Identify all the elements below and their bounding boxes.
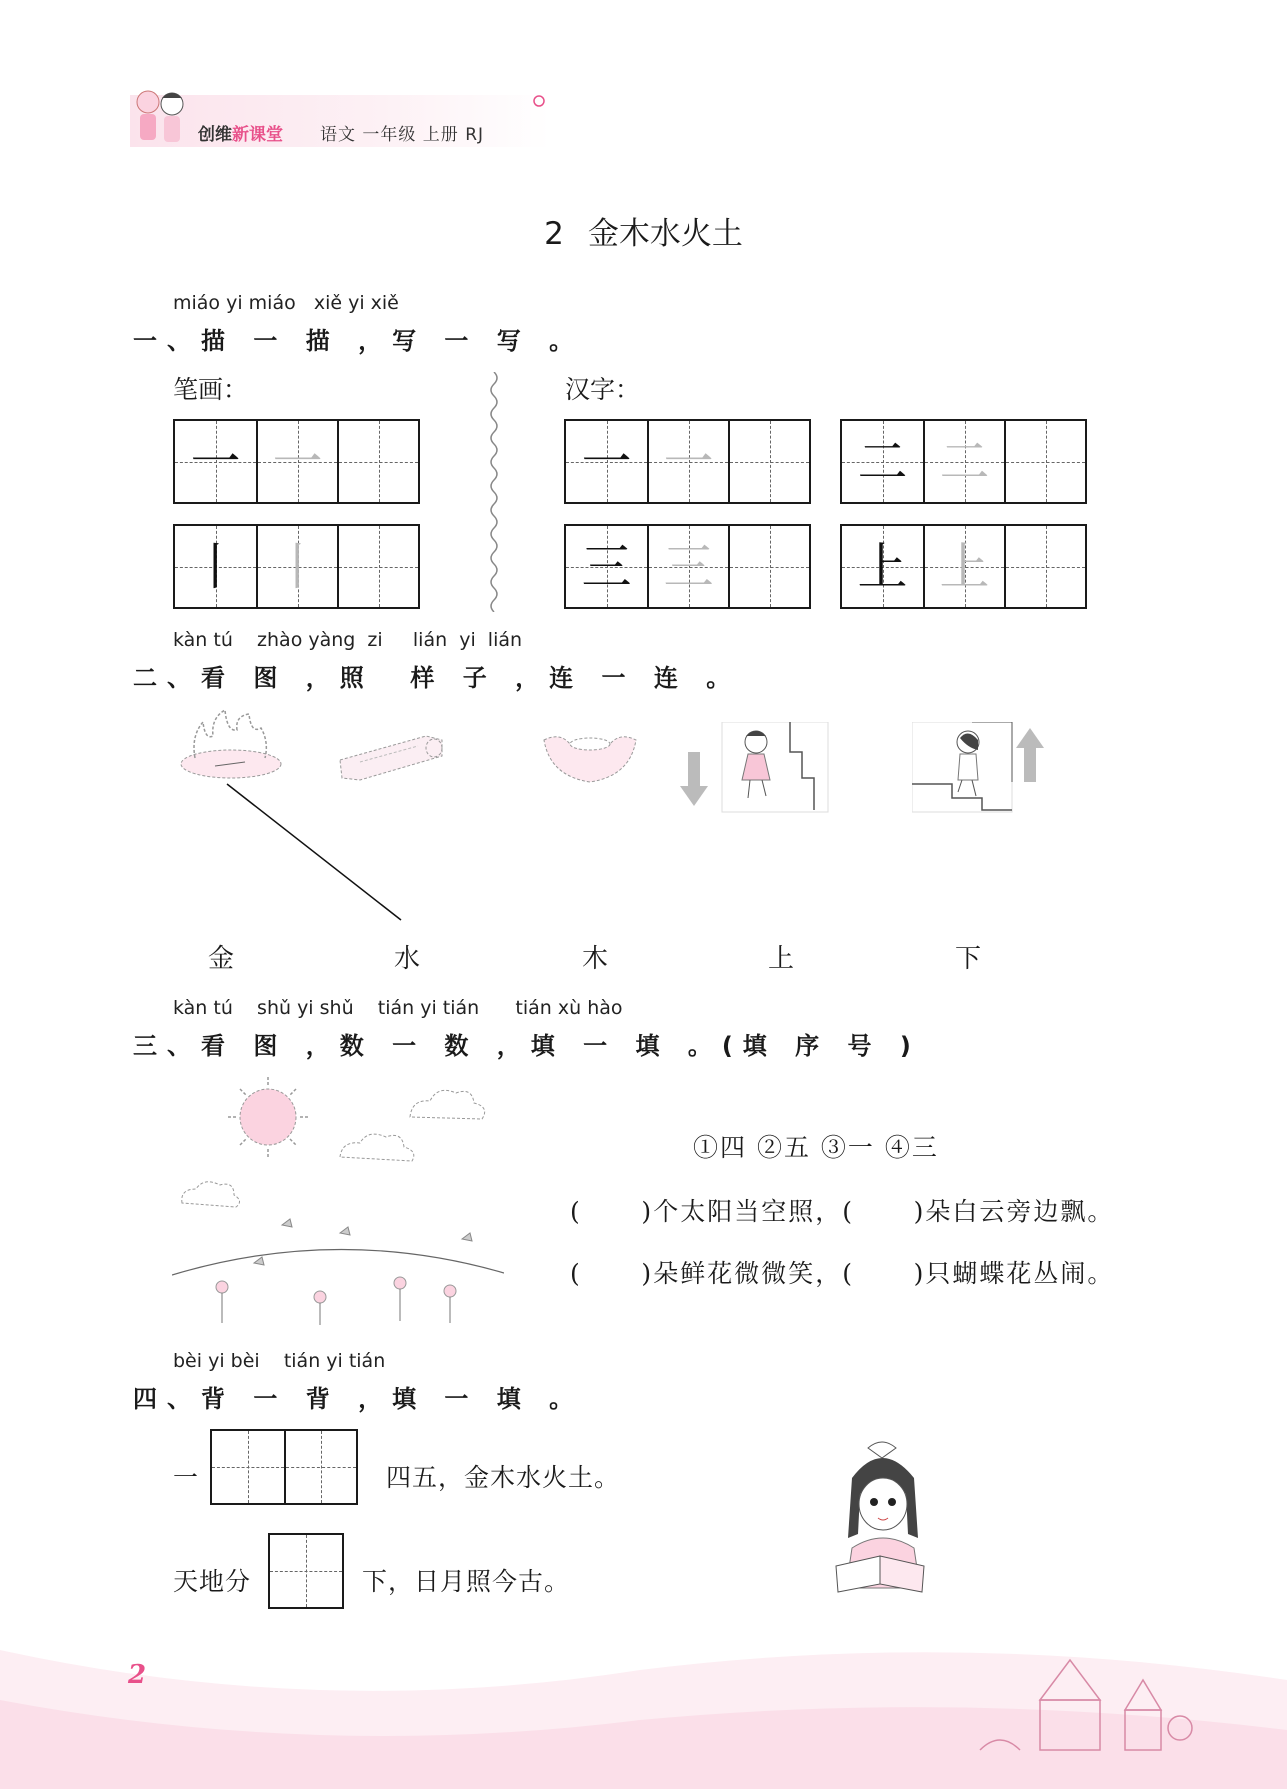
gold-ingot-icon[interactable] (540, 726, 640, 786)
model-char: 三 (581, 537, 632, 596)
answer-char[interactable]: 金 (208, 944, 235, 974)
example-connection-line (225, 782, 405, 922)
grid-cell-empty[interactable] (728, 526, 809, 607)
grid-cell[interactable] (175, 421, 256, 502)
q3-title: 三、看 图 ，数 一 数 ，填 一 填 。(填 序 号 ) (133, 1032, 921, 1060)
book-subtitle: 语文 一年级 上册 RJ (320, 125, 485, 145)
hanzi-grid-row[interactable] (840, 419, 1087, 504)
answer-char[interactable]: 木 (582, 944, 609, 974)
hanzi-grid-row[interactable] (564, 419, 811, 504)
grid-cell[interactable] (923, 526, 1004, 607)
grid-cell[interactable] (566, 421, 647, 502)
model-stroke: 丨 (190, 537, 241, 596)
q4-pinyin: bèi yi bèi tián yi tián (173, 1350, 386, 1372)
grid-cell-empty[interactable] (270, 1535, 342, 1607)
brand-name: 创维新课堂 (198, 125, 283, 145)
grid-cell[interactable] (175, 526, 256, 607)
poem-line-1-start: 一 (173, 1463, 200, 1492)
grid-cell-empty[interactable] (728, 421, 809, 502)
q2-title: 二、看 图 ，照 样 子 ，连 一 连 。 (133, 664, 741, 692)
girl-walking-down-stairs-icon[interactable] (680, 722, 830, 814)
grid-cell-empty[interactable] (1004, 421, 1085, 502)
hanzi-grid-row[interactable] (840, 524, 1087, 609)
answer-grid-one[interactable] (268, 1533, 344, 1609)
answer-grid-two[interactable] (210, 1429, 358, 1505)
grid-cell[interactable] (923, 421, 1004, 502)
trace-stroke: 丨 (272, 537, 323, 596)
fill-sentence-2[interactable]: ( )朵鲜花微微笑，( )只蝴蝶花丛闹。 (570, 1259, 1115, 1288)
poem-line-1-end: 四五，金木水火土。 (386, 1463, 621, 1492)
q2-pinyin: kàn tú zhào yàng zi lián yi lián (173, 629, 523, 651)
model-char: 二 (857, 432, 908, 491)
grid-cell[interactable] (566, 526, 647, 607)
girl-reading-illustration (822, 1438, 942, 1594)
trace-char: 一 (663, 432, 714, 491)
hanzi-label: 汉字： (565, 375, 641, 404)
grid-cell-empty[interactable] (337, 421, 418, 502)
model-stroke: 一 (190, 432, 241, 491)
answer-char[interactable]: 下 (955, 944, 982, 974)
grid-cell[interactable] (256, 421, 337, 502)
page-number: 2 (128, 1660, 147, 1690)
trace-stroke: 一 (272, 432, 323, 491)
stroke-grid-row[interactable] (173, 524, 420, 609)
poem-line-2-start: 天地分 (173, 1567, 252, 1596)
fill-sentence-1[interactable]: ( )个太阳当空照，( )朵白云旁边飘。 (570, 1197, 1115, 1226)
model-char: 上 (857, 537, 908, 596)
grid-cell-empty[interactable] (284, 1431, 356, 1503)
model-char: 一 (581, 432, 632, 491)
q1-pinyin: miáo yi miáo xiě yi xiě (173, 292, 399, 314)
footer-wave-decoration (0, 1610, 1287, 1789)
grid-cell-empty[interactable] (212, 1431, 284, 1503)
kids-illustration-icon (128, 82, 194, 152)
poem-line-2-end: 下，日月照今古。 (362, 1567, 571, 1596)
flower-decoration-icon (528, 92, 550, 110)
q4-title: 四、背 一 背 ，填 一 填 。 (133, 1385, 584, 1413)
girl-walking-up-stairs-icon[interactable] (912, 722, 1052, 814)
grid-cell[interactable] (647, 421, 728, 502)
sky-meadow-illustration (172, 1075, 504, 1331)
grid-cell[interactable] (647, 526, 728, 607)
lesson-title: 2 金木水火土 (544, 216, 743, 252)
wood-log-icon[interactable] (330, 726, 450, 786)
q1-title: 一、描 一 描 ，写 一 写 。 (133, 327, 584, 355)
trace-char: 二 (939, 432, 990, 491)
choice-options: ①四 ②五 ③一 ④三 (693, 1133, 939, 1162)
stroke-grid-row[interactable] (173, 419, 420, 504)
answer-char[interactable]: 水 (394, 944, 421, 974)
fire-icon[interactable] (175, 706, 287, 782)
hanzi-grid-row[interactable] (564, 524, 811, 609)
grid-cell[interactable] (842, 526, 923, 607)
trace-char: 三 (663, 537, 714, 596)
grid-cell[interactable] (256, 526, 337, 607)
strokes-label: 笔画： (173, 375, 249, 404)
q3-pinyin: kàn tú shǔ yi shǔ tián yi tián tián xù hào (173, 997, 623, 1019)
grid-cell[interactable] (842, 421, 923, 502)
trace-char: 上 (939, 537, 990, 596)
grid-cell-empty[interactable] (337, 526, 418, 607)
answer-char[interactable]: 上 (768, 944, 795, 974)
wavy-divider (488, 372, 500, 612)
grid-cell-empty[interactable] (1004, 526, 1085, 607)
